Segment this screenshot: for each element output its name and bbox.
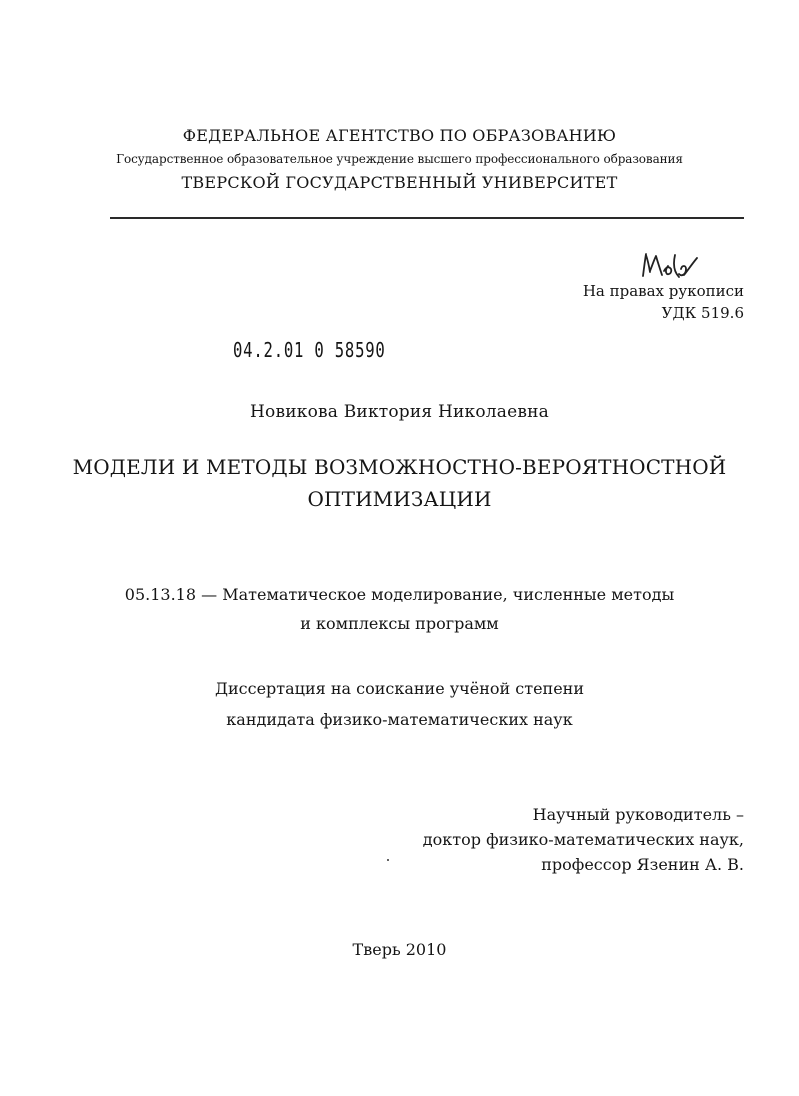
title-line: ОПТИМИЗАЦИИ: [307, 487, 492, 511]
title-line: МОДЕЛИ И МЕТОДЫ ВОЗМОЖНОСТНО-ВЕРОЯТНОСТНОЙ: [72, 455, 727, 479]
header-divider: [110, 217, 744, 219]
scientific-advisor: [423, 802, 744, 877]
scan-speck: [387, 859, 389, 861]
manuscript-rights-note: На правах рукописи: [582, 282, 744, 300]
specialty-line: 05.13.18 — Математическое моделирование, численные методы: [124, 585, 675, 604]
udc-code: УДК 519.6: [661, 304, 744, 322]
author-name: Новикова Виктория Николаевна: [249, 402, 549, 422]
dissertation-title: [0, 451, 799, 515]
handwritten-signature: [636, 248, 700, 284]
specialty-line: и комплексы программ: [300, 614, 499, 633]
advisor-line: Научный руководитель –: [532, 805, 744, 824]
library-stamp-number: 04.2.01 0 58590: [233, 338, 386, 362]
institution-subtitle: Государственное образовательное учреждение высшего профессионального образования: [116, 152, 683, 166]
degree-line: кандидата физико-математических наук: [226, 710, 573, 729]
specialty: [0, 580, 799, 638]
agency-heading: ФЕДЕРАЛЬНОЕ АГЕНТСТВО ПО ОБРАЗОВАНИЮ: [182, 126, 617, 145]
city-year: Тверь 2010: [352, 940, 447, 959]
advisor-line: профессор Язенин А. В.: [541, 855, 744, 874]
advisor-line: доктор физико-математических наук,: [422, 830, 744, 849]
degree-line: Диссертация на соискание учёной степени: [214, 679, 584, 698]
university-name: ТВЕРСКОЙ ГОСУДАРСТВЕННЫЙ УНИВЕРСИТЕТ: [181, 173, 618, 192]
degree-statement: [0, 673, 799, 735]
